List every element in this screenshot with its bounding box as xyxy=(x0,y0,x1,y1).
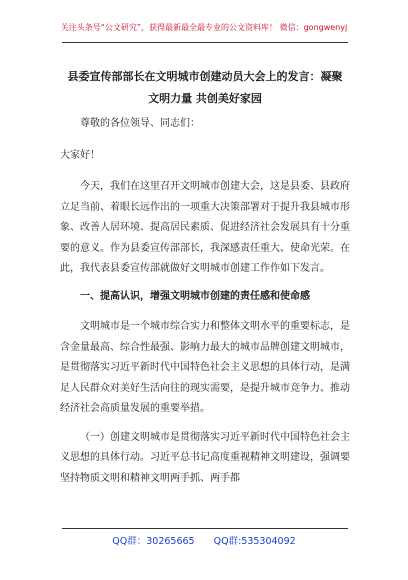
paragraph-intro: 今天，我们在这里召开文明城市创建大会，这是县委、县政府立足当前、着眼长远作出的一项重大决策部署对于提升我县城市形象、改善人居环境、提高居民素质、促进经济社会发展具有十分重要的意义。作为县委宣传部部长，我深感责任重大、使命光荣。在此，我代表县委宣传部就做好文明城市创建工作作如下发言。 xyxy=(60,181,350,274)
paragraph-section-1: 文明城市是一个城市综合实力和整体文明水平的重要标志，是含金量最高、综合性最强、影响力最大的城市品牌创建文明城市，是贯彻落实习近平新时代中国特色社会主义思想的具体行动，是满足人民群众对美好生活向往的现实需要，是提升城市竞争力、推动经济社会高质量发展的重要举措。 xyxy=(60,321,350,414)
title-line-1: 县委宣传部部长在文明城市创建动员大会上的发言：凝聚 xyxy=(67,70,343,83)
salutation: 尊敬的各位领导、同志们： xyxy=(80,118,200,129)
greeting: 大家好！ xyxy=(60,149,100,161)
document-title xyxy=(60,66,350,110)
footer-divider xyxy=(62,528,348,529)
footer xyxy=(0,533,408,547)
paragraph-subsection-1: （一）创建文明城市是贯彻落实习近平新时代中国特色社会主义思想的具体行动。习近平总书记高度重视精神文明建设，强调要坚持物质文明和精神文明两手抓、两手都 xyxy=(60,431,350,484)
footer-qq-group-2: QQ群:535304092 xyxy=(213,536,296,547)
header-divider xyxy=(62,42,348,43)
document-body xyxy=(60,114,350,489)
section-heading-1: 一、提高认识，增强文明城市创建的责任感和使命感 xyxy=(80,290,310,302)
header-note: 关注头条号“公文研究”，获得最新最全最专业的公文资料库！ 微信：gongwenyj xyxy=(60,23,348,32)
title-line-2: 文明力量 共创美好家园 xyxy=(148,92,262,105)
footer-qq-group-1: QQ群：30265665 xyxy=(112,536,195,547)
